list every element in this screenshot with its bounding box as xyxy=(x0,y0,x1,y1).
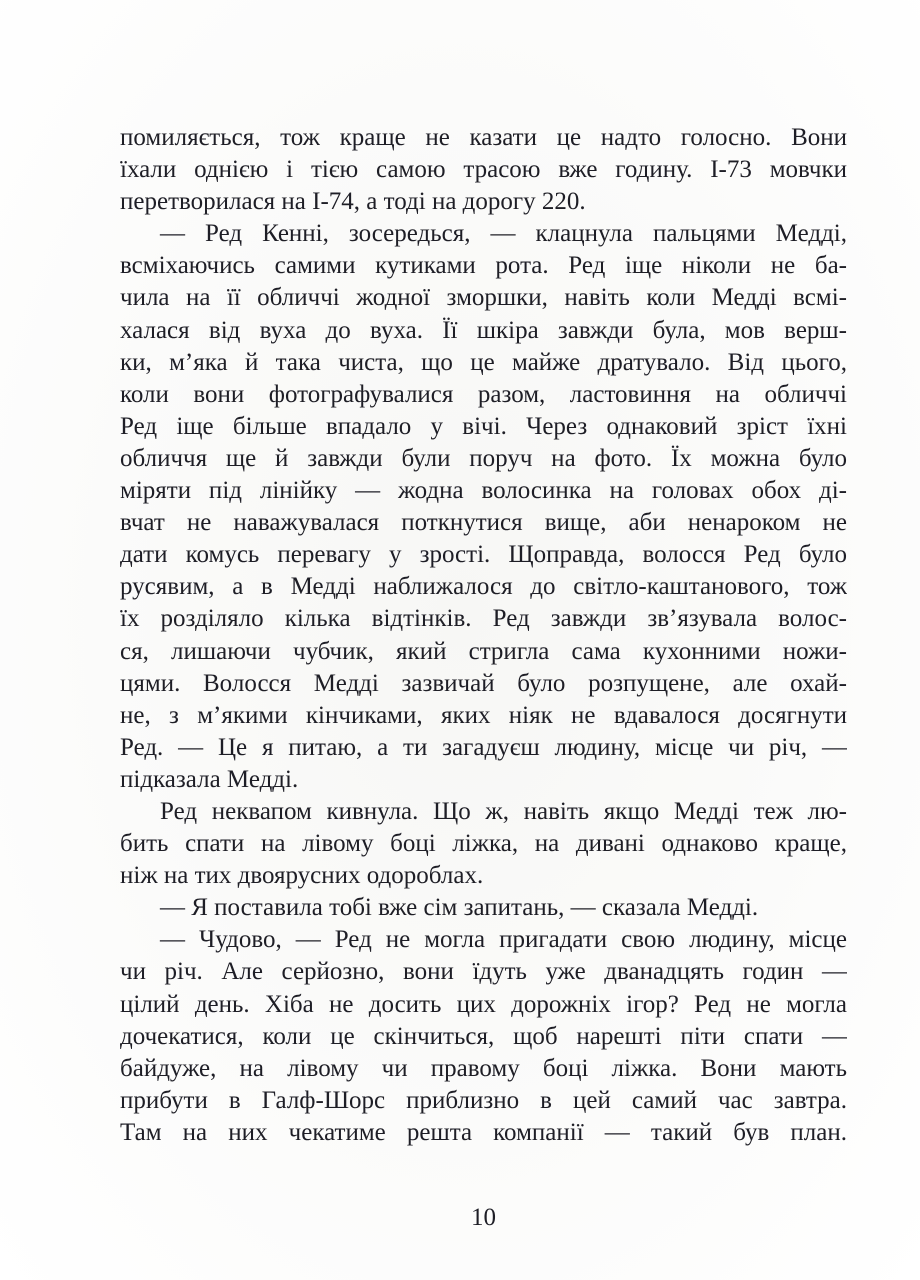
text-line: їх розділяло кілька відтінків. Ред завжди зв’язувала волос- xyxy=(120,605,847,633)
text-line: Там на них чекатиме решта компанії — такий був план. xyxy=(120,1118,847,1146)
book-page-text xyxy=(120,122,847,1149)
text-line: Ред неквапом кивнула. Що ж, навіть якщо Медді теж лю- xyxy=(160,797,847,825)
text-line: прибути в Галф-Шорс приблизно в цей самий час завтра. xyxy=(120,1086,847,1114)
text-line: їхали однією і тією самою трасою вже годину. І-73 мовчки xyxy=(120,156,847,184)
text-line: вчат не наважувалася поткнутися вище, аби ненароком не xyxy=(120,509,847,537)
text-line: бить спати на лівому боці ліжка, на дивані однаково краще, xyxy=(120,830,847,858)
text-line: — Ред Кенні, зосередься, — клацнула пальцями Медді, xyxy=(160,220,847,248)
text-line: Ред. — Це я питаю, а ти загадуєш людину, місце чи річ, — xyxy=(120,733,847,761)
page-number: 10 xyxy=(471,1204,496,1231)
text-line: помиляється, тож краще не казати це надто голосно. Вони xyxy=(120,124,847,151)
text-line: ніж на тих двоярусних одороблах. xyxy=(120,862,484,890)
text-line: — Я поставила тобі вже сім запитань, — сказала Медді. xyxy=(160,894,759,922)
text-line: коли вони фотографувалися разом, ластовиння на обличчі xyxy=(120,380,847,408)
text-line: ки, м’яка й така чиста, що це майже дратувало. Від цього, xyxy=(120,348,847,376)
text-line: халася від вуха до вуха. Її шкіра завжди була, мов верш- xyxy=(120,316,847,344)
text-line: Ред іще більше впадало у вічі. Через однаковий зріст їхні xyxy=(120,412,847,440)
text-line: міряти під лінійку — жодна волосинка на головах обох ді- xyxy=(120,477,847,505)
text-line: підказала Медді. xyxy=(120,765,299,793)
text-line: цілий день. Хіба не досить цих дорожніх ігор? Ред не могла xyxy=(120,990,847,1018)
text-line: байдуже, на лівому чи правому боці ліжка. Вони мають xyxy=(120,1054,847,1082)
text-line: чи річ. Але серйозно, вони їдуть уже дванадцять годин — xyxy=(120,958,847,986)
text-line: перетворилася на І-74, а тоді на дорогу 220. xyxy=(120,188,586,216)
text-line: русявим, а в Медді наближалося до світло-каштанового, тож xyxy=(120,573,847,601)
text-line: ся, лишаючи чубчик, який стригла сама кухонними ножи- xyxy=(120,637,847,665)
text-line: цями. Волосся Медді зазвичай було розпущене, але охай- xyxy=(120,669,847,697)
text-line: дочекатися, коли це скінчиться, щоб нарешті піти спати — xyxy=(120,1022,847,1050)
text-line: всміхаючись самими кутиками рота. Ред іще ніколи не ба- xyxy=(120,252,847,280)
text-line: не, з м’якими кінчиками, яких ніяк не вдавалося досягнути xyxy=(120,701,847,729)
text-line: дати комусь перевагу у зрості. Щоправда, волосся Ред було xyxy=(120,541,847,569)
text-line: — Чудово, — Ред не могла пригадати свою людину, місце xyxy=(160,926,847,954)
text-line: чила на її обличчі жодної зморшки, навіть коли Медді всмі- xyxy=(120,284,847,312)
text-line: обличчя ще й завжди були поруч на фото. Їх можна було xyxy=(120,444,847,472)
